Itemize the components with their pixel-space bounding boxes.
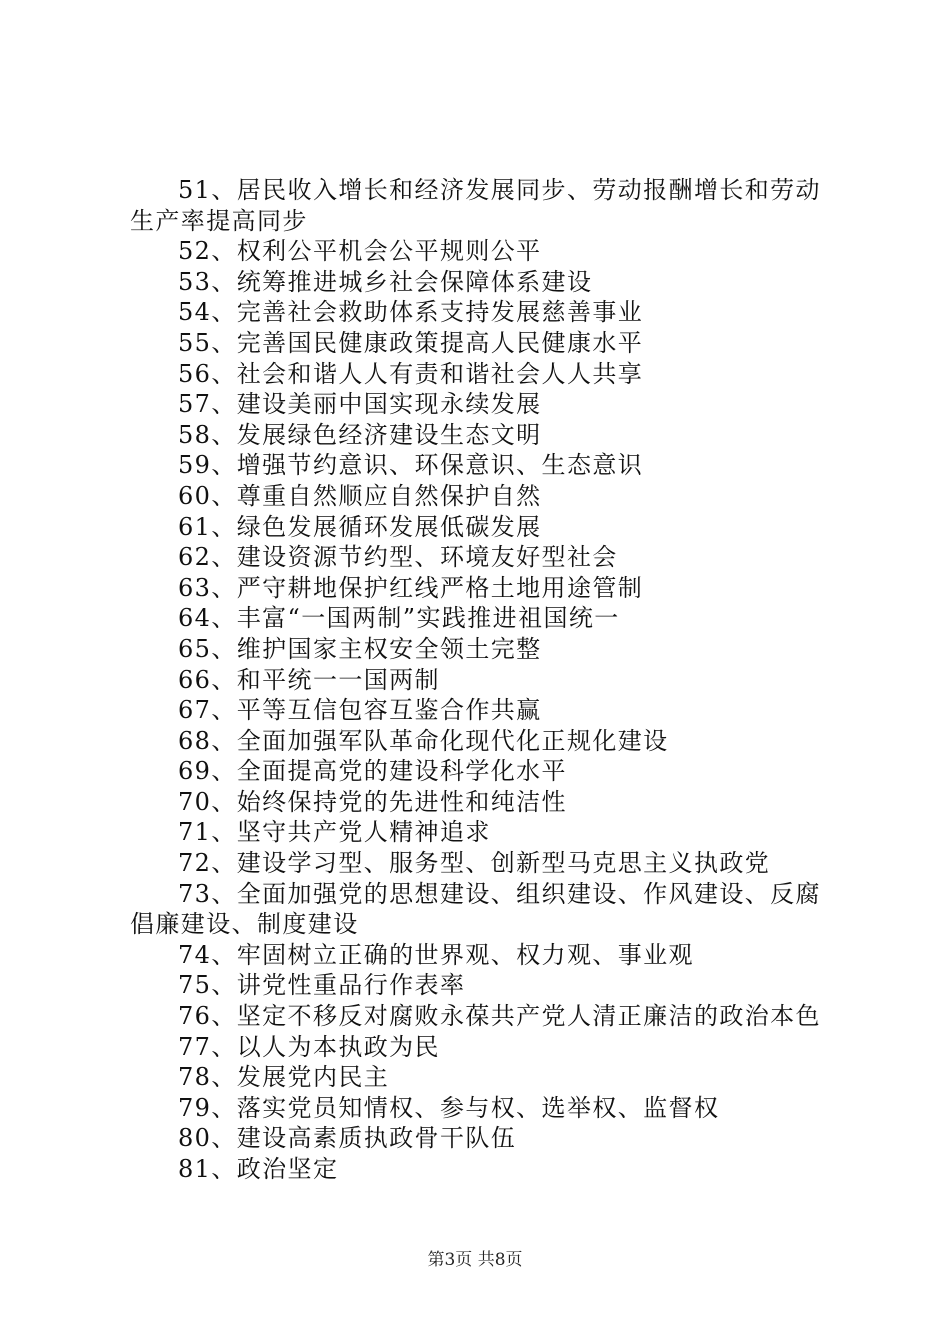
item-list (130, 175, 840, 1185)
list-item: 56、社会和谐人人有责和谐社会人人共享 (178, 359, 644, 388)
list-item: 78、发展党内民主 (178, 1063, 390, 1092)
list-item: 72、建设学习型、服务型、创新型马克思主义执政党 (178, 849, 771, 878)
list-item: 69、全面提高党的建设科学化水平 (178, 757, 567, 786)
list-item: 73、全面加强党的思想建设、组织建设、作风建设、反腐倡廉建设、制度建设 (130, 879, 821, 939)
list-item: 58、发展绿色经济建设生态文明 (178, 420, 542, 449)
page-footer: 第3页 共8页 (427, 1250, 523, 1270)
list-item: 65、维护国家主权安全领土完整 (178, 634, 542, 663)
list-item: 54、完善社会救助体系支持发展慈善事业 (178, 298, 644, 327)
list-item: 51、居民收入增长和经济发展同步、劳动报酬增长和劳动生产率提高同步 (130, 176, 821, 235)
list-item: 70、始终保持党的先进性和纯洁性 (178, 787, 567, 816)
list-item: 62、建设资源节约型、环境友好型社会 (178, 543, 618, 572)
list-item: 79、落实党员知情权、参与权、选举权、监督权 (178, 1093, 720, 1122)
list-item: 61、绿色发展循环发展低碳发展 (178, 512, 542, 541)
list-item: 55、完善国民健康政策提高人民健康水平 (178, 328, 644, 357)
list-item: 60、尊重自然顺应自然保护自然 (178, 481, 542, 510)
list-item: 53、统筹推进城乡社会保障体系建设 (178, 267, 593, 296)
list-item: 74、牢固树立正确的世界观、权力观、事业观 (178, 940, 694, 969)
list-item: 63、严守耕地保护红线严格土地用途管制 (178, 573, 644, 602)
list-item: 80、建设高素质执政骨干队伍 (178, 1124, 517, 1153)
list-item: 57、建设美丽中国实现永续发展 (178, 390, 542, 419)
list-item: 64、丰富“一国两制”实践推进祖国统一 (178, 604, 620, 633)
list-item: 68、全面加强军队革命化现代化正规化建设 (178, 726, 669, 755)
list-item: 71、坚守共产党人精神追求 (178, 818, 491, 847)
list-item: 52、权利公平机会公平规则公平 (178, 237, 542, 266)
list-item: 66、和平统一一国两制 (178, 665, 440, 694)
list-item: 76、坚定不移反对腐败永葆共产党人清正廉洁的政治本色 (178, 1002, 821, 1031)
list-item: 59、增强节约意识、环保意识、生态意识 (178, 451, 644, 480)
list-item: 77、以人为本执政为民 (178, 1032, 440, 1061)
list-item: 75、讲党性重品行作表率 (178, 971, 466, 1000)
list-item: 81、政治坚定 (178, 1155, 339, 1183)
list-item: 67、平等互信包容互鉴合作共赢 (178, 696, 542, 725)
